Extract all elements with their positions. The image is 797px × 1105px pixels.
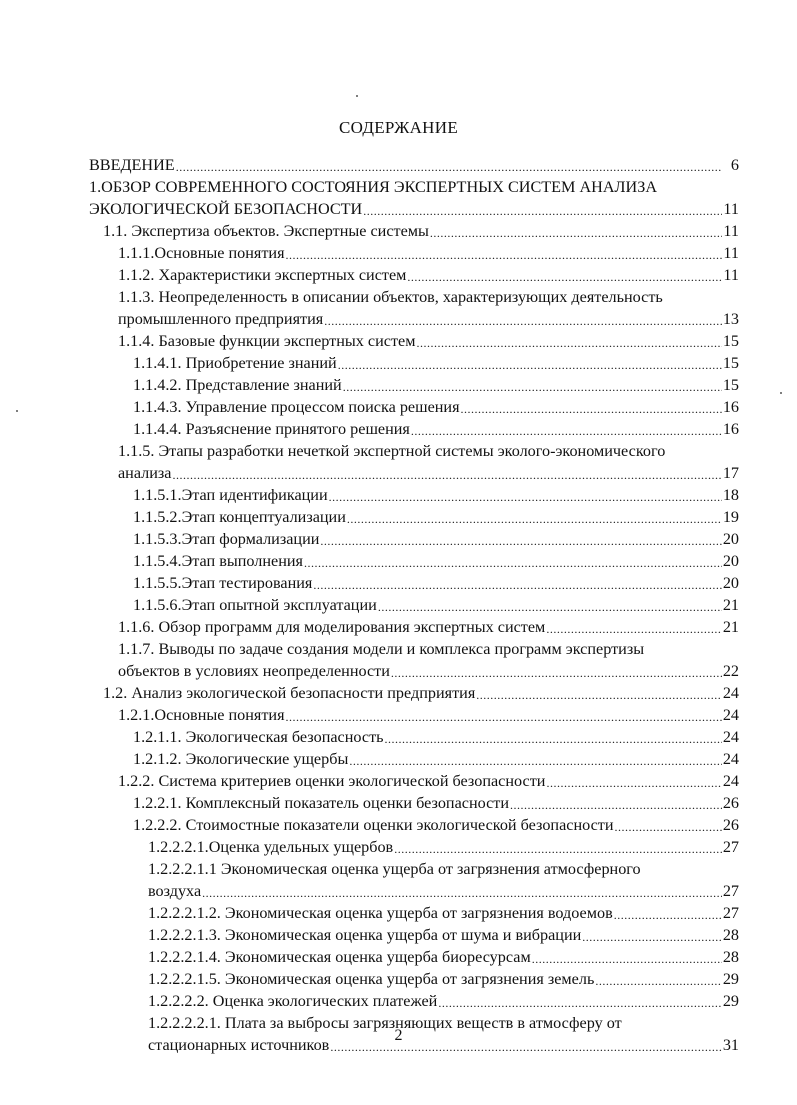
toc-entry-page: 11 bbox=[723, 200, 739, 218]
toc-entry[interactable] bbox=[148, 990, 739, 1012]
toc-entry[interactable] bbox=[148, 946, 739, 968]
toc-entry-page: 29 bbox=[722, 970, 739, 988]
toc-entry-page: 24 bbox=[722, 772, 739, 790]
toc-entry[interactable] bbox=[118, 242, 739, 264]
toc-entry[interactable] bbox=[89, 176, 739, 198]
toc-entry-text: 1.1.5.2.Этап концептуализации bbox=[133, 508, 346, 526]
toc-entry-text: 1.ОБЗОР СОВРЕМЕННОГО СОСТОЯНИЯ ЭКСПЕРТНЫХ СИСТЕМ АНАЛИЗА bbox=[89, 178, 658, 196]
toc-leader bbox=[391, 664, 722, 682]
toc-entry-text: 1.1.5.6.Этап опытной эксплуатации bbox=[133, 596, 377, 614]
toc-leader bbox=[595, 972, 721, 990]
toc-entry-text: ВВЕДЕНИЕ bbox=[89, 156, 175, 174]
toc-entry[interactable] bbox=[133, 814, 739, 836]
toc-entry-text: 1.2.1.2. Экологические ущербы bbox=[133, 750, 349, 768]
toc-entry[interactable] bbox=[89, 198, 739, 220]
toc-entry-text: 1.1.7. Выводы по задаче создания модели и комплекса программ экспертизы bbox=[118, 640, 645, 658]
toc-leader bbox=[546, 774, 721, 792]
toc-entry-page: 20 bbox=[722, 530, 739, 548]
toc-leader bbox=[286, 246, 722, 264]
toc-entry[interactable] bbox=[148, 924, 739, 946]
toc-entry-text: 1.2.2.2.1.4. Экономическая оценка ущерба биоресурсам bbox=[148, 948, 531, 966]
toc-leader bbox=[313, 576, 721, 594]
toc-entry-text: 1.1.5.4.Этап выполнения bbox=[133, 552, 303, 570]
toc-entry[interactable] bbox=[118, 286, 739, 308]
toc-entry[interactable] bbox=[133, 352, 739, 374]
toc-entry[interactable] bbox=[133, 594, 739, 616]
toc-entry-page: 13 bbox=[722, 310, 739, 328]
toc-entry[interactable] bbox=[118, 704, 739, 726]
toc-entry[interactable] bbox=[118, 264, 739, 286]
toc-entry-text: 1.2.2.2. Стоимостные показатели оценки экологической безопасности bbox=[133, 816, 614, 834]
toc-leader bbox=[385, 730, 722, 748]
toc-leader bbox=[347, 510, 722, 528]
toc-entry-page: 27 bbox=[722, 904, 739, 922]
toc-entry-page: 11 bbox=[723, 222, 739, 240]
toc-entry-text: стационарных источников bbox=[148, 1036, 330, 1054]
toc-leader bbox=[510, 796, 722, 814]
toc-entry[interactable] bbox=[118, 440, 739, 462]
toc-leader bbox=[532, 950, 722, 968]
toc-entry-page: 15 bbox=[722, 354, 739, 372]
toc-leader bbox=[416, 334, 721, 352]
toc-entry-page: 28 bbox=[722, 948, 739, 966]
toc-entry-text: ЭКОЛОГИЧЕСКОЙ БЕЗОПАСНОСТИ bbox=[89, 200, 363, 218]
toc-entry[interactable] bbox=[133, 572, 739, 594]
toc-entry-text: 1.2.2.2.1.1 Экономическая оценка ущерба от загрязнения атмосферного bbox=[148, 860, 641, 878]
toc-entry-text: 1.2.2.2.2.1. Плата за выбросы загрязняющих веществ в атмосферу от bbox=[148, 1014, 622, 1032]
toc-entry-page: 31 bbox=[722, 1036, 739, 1054]
toc-entry-text: 1.1.6. Обзор программ для моделирования экспертных систем bbox=[118, 618, 546, 636]
toc-entry[interactable] bbox=[148, 968, 739, 990]
toc-entry-text: 1.1.4.2. Представление знаний bbox=[133, 376, 342, 394]
toc-entry-text: 1.2. Анализ экологической безопасности предприятия bbox=[103, 684, 476, 702]
toc-entry-text: 1.1.5.5.Этап тестирования bbox=[133, 574, 313, 592]
toc-entry-page: 27 bbox=[722, 838, 739, 856]
toc-leader bbox=[461, 400, 722, 418]
toc-entry[interactable] bbox=[118, 330, 739, 352]
toc-entry-text: 1.2.2.2.1.5. Экономическая оценка ущерба от загрязнения земель bbox=[148, 970, 595, 988]
scan-speck bbox=[780, 392, 782, 394]
toc-entry-page: 17 bbox=[722, 464, 739, 482]
toc-entry[interactable] bbox=[148, 902, 739, 924]
toc-entry[interactable] bbox=[133, 374, 739, 396]
toc-entry-text: 1.1.4.1. Приобретение знаний bbox=[133, 354, 337, 372]
toc-entry-page: 21 bbox=[722, 596, 739, 614]
toc-leader bbox=[363, 202, 722, 220]
toc-leader bbox=[378, 598, 722, 616]
toc-leader bbox=[173, 466, 722, 484]
toc-entry[interactable] bbox=[118, 616, 739, 638]
toc-entry-page: 21 bbox=[722, 618, 739, 636]
toc-entry[interactable] bbox=[133, 528, 739, 550]
toc-entry[interactable] bbox=[118, 770, 739, 792]
toc-entry-text: 1.2.1.1. Экологическая безопасность bbox=[133, 728, 384, 746]
toc-entry[interactable] bbox=[133, 748, 739, 770]
toc-leader bbox=[304, 554, 722, 572]
toc-entry-page: 19 bbox=[722, 508, 739, 526]
toc-entry-page: 18 bbox=[722, 486, 739, 504]
page-number: 2 bbox=[394, 1027, 403, 1044]
toc-leader bbox=[546, 620, 722, 638]
toc-leader bbox=[614, 906, 722, 924]
toc-entry[interactable] bbox=[148, 836, 739, 858]
toc-entry-text: 1.1.4. Базовые функции экспертных систем bbox=[118, 332, 416, 350]
toc-entry[interactable] bbox=[133, 792, 739, 814]
toc-entry[interactable] bbox=[118, 308, 739, 330]
toc-entry-page: 15 bbox=[722, 376, 739, 394]
toc-entry-text: 1.1.1.Основные понятия bbox=[118, 244, 285, 262]
toc-entry-page: 11 bbox=[723, 266, 739, 284]
toc-leader bbox=[286, 708, 722, 726]
toc-entry-page: 16 bbox=[722, 398, 739, 416]
toc-leader bbox=[176, 158, 722, 176]
toc-entry-text: 1.2.1.Основные понятия bbox=[118, 706, 285, 724]
toc-entry[interactable] bbox=[133, 396, 739, 418]
toc-title: СОДЕРЖАНИЕ bbox=[338, 118, 459, 137]
toc-leader bbox=[343, 378, 722, 396]
toc-entry-text: 1.1. Экспертиза объектов. Экспертные системы bbox=[103, 222, 429, 240]
toc-entry-text: 1.1.4.3. Управление процессом поиска решения bbox=[133, 398, 460, 416]
toc-entry-page: 22 bbox=[722, 662, 739, 680]
toc-entry-text: 1.1.4.4. Разъяснение принятого решения bbox=[133, 420, 410, 438]
toc-entry-text: анализа bbox=[118, 464, 172, 482]
toc-leader bbox=[411, 422, 722, 440]
toc-entry[interactable] bbox=[103, 682, 739, 704]
toc-leader bbox=[394, 840, 722, 858]
toc-leader bbox=[407, 268, 722, 286]
toc-entry[interactable] bbox=[148, 880, 739, 902]
toc-entry-page: 28 bbox=[722, 926, 739, 944]
toc-entry[interactable] bbox=[133, 726, 739, 748]
toc-entry-text: промышленного предприятия bbox=[118, 310, 324, 328]
toc-entry[interactable] bbox=[133, 418, 739, 440]
toc-entry-page: 16 bbox=[722, 420, 739, 438]
toc-entry-text: 1.2.2.2.1.3. Экономическая оценка ущерба от шума и вибрации bbox=[148, 926, 582, 944]
toc-entry[interactable] bbox=[133, 550, 739, 572]
toc-entry-page: 24 bbox=[722, 706, 739, 724]
toc-entry-page: 24 bbox=[722, 728, 739, 746]
toc-entry-text: 1.1.5.3.Этап формализации bbox=[133, 530, 320, 548]
toc-entry-page: 26 bbox=[722, 816, 739, 834]
toc-entry[interactable] bbox=[133, 506, 739, 528]
toc-entry-page: 26 bbox=[722, 794, 739, 812]
toc-entry-page: 24 bbox=[722, 750, 739, 768]
toc-leader bbox=[324, 312, 722, 330]
toc-entry-page: 20 bbox=[722, 552, 739, 570]
toc-entry-page: 27 bbox=[722, 882, 739, 900]
toc-entry[interactable] bbox=[148, 858, 739, 880]
toc-leader bbox=[202, 884, 722, 902]
toc-entry-text: воздуха bbox=[148, 882, 202, 900]
toc-entry-page: 15 bbox=[722, 332, 739, 350]
toc-entry-text: объектов в условиях неопределенности bbox=[118, 662, 390, 680]
toc-entry-page: 6 bbox=[730, 156, 739, 174]
toc-entry-text: 1.2.2. Система критериев оценки экологической безопасности bbox=[118, 772, 546, 790]
toc-entry-page: 24 bbox=[722, 684, 739, 702]
toc-entry[interactable] bbox=[89, 154, 739, 176]
toc-entry-page: 29 bbox=[722, 992, 739, 1010]
toc-entry[interactable] bbox=[103, 220, 739, 242]
scan-speck bbox=[16, 410, 18, 412]
scan-speck bbox=[356, 95, 358, 97]
toc-leader bbox=[582, 928, 722, 946]
toc-leader bbox=[615, 818, 722, 836]
toc-entry[interactable] bbox=[118, 638, 739, 660]
toc-leader bbox=[338, 356, 722, 374]
toc-entry-text: 1.2.2.2.1.Оценка удельных ущербов bbox=[148, 838, 394, 856]
toc-entry-page: 20 bbox=[722, 574, 739, 592]
toc-leader bbox=[349, 752, 721, 770]
toc-entry-text: 1.2.2.2.2. Оценка экологических платежей bbox=[148, 992, 438, 1010]
toc-leader bbox=[438, 994, 722, 1012]
toc-entry-text: 1.1.5.1.Этап идентификации bbox=[133, 486, 328, 504]
toc-entry[interactable] bbox=[118, 462, 739, 484]
toc-leader bbox=[329, 488, 722, 506]
toc-entry-text: 1.2.2.2.1.2. Экономическая оценка ущерба от загрязнения водоемов bbox=[148, 904, 613, 922]
toc-leader bbox=[476, 686, 722, 704]
toc-entry-page: 11 bbox=[723, 244, 739, 262]
toc-leader bbox=[320, 532, 721, 550]
toc-entry[interactable] bbox=[118, 660, 739, 682]
toc-entry-text: 1.1.5. Этапы разработки нечеткой экспертной системы эколого-экономического bbox=[118, 442, 666, 460]
toc-entry[interactable] bbox=[133, 484, 739, 506]
toc-entry-text: 1.1.3. Неопределенность в описании объектов, характеризующих деятельность bbox=[118, 288, 663, 306]
toc-entry-text: 1.1.2. Характеристики экспертных систем bbox=[118, 266, 407, 284]
toc-leader bbox=[430, 224, 722, 242]
toc-entry-text: 1.2.2.1. Комплексный показатель оценки безопасности bbox=[133, 794, 510, 812]
